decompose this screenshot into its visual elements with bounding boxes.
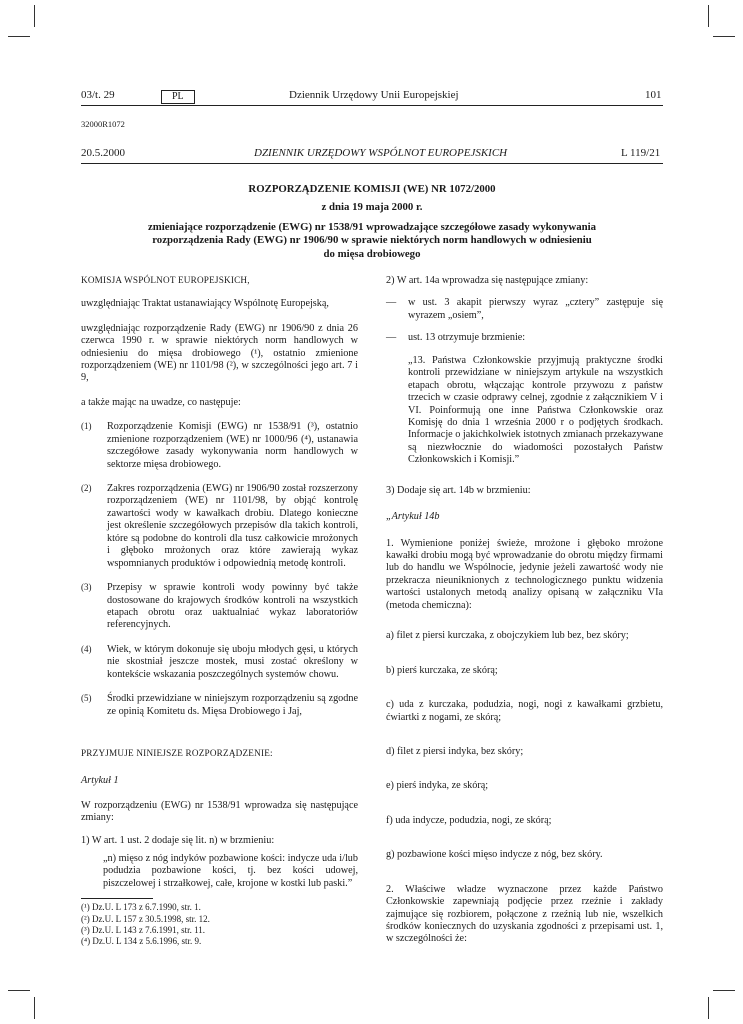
recital-text: Przepisy w sprawie kontroli wody powinny być także dostosowane do krajowych środków kontroli na wszystkich etapach obrotu oraz uaktualniać wykaz laboratoriów referencyjnych. [107, 582, 358, 631]
crop-mark [713, 36, 735, 37]
crop-mark [8, 36, 30, 37]
issue-number: 03/t. 29 [81, 89, 115, 101]
dash-bullet: — [386, 297, 397, 309]
right-column [386, 275, 663, 958]
article-heading: Artykuł 1 [81, 775, 119, 787]
list-item: c) uda z kurczaka, podudzia, nogi, nogi z kawałkami grzbietu, ćwiartki z nogami, ze skórą; [386, 699, 663, 723]
recital-text: Wiek, w którym dokonuje się uboju młodych gęsi, u których nie skostniał jeszcze mostek, musi zostać określony w kontekście wskazania poszczególnych systemów chowu. [107, 643, 358, 680]
dash-text: ust. 13 otrzymuje brzmienie: [408, 332, 526, 344]
list-item: a) filet z piersi kurczaka, z obojczykiem lub bez, bez skóry; [386, 630, 629, 642]
original-reference: L 119/21 [621, 147, 661, 159]
header-rule [81, 105, 663, 106]
recital-text: Rozporządzenie Komisji (EWG) nr 1538/91 (³), ostatnio zmienione rozporządzeniem (WE) nr 1000/96 (⁴), ustanawia szczegółowe zasady wykonywania norm handlowych w sektorze mięsa drobiowego. [107, 421, 358, 470]
title-line: ROZPORZĄDZENIE KOMISJI (WE) NR 1072/2000 [248, 183, 496, 195]
footnote: (³) Dz.U. L 143 z 7.6.1991, str. 11. [81, 924, 206, 935]
list-item: d) filet z piersi indyka, bez skóry; [386, 745, 524, 757]
celex-number: 32000R1072 [81, 119, 125, 129]
crop-mark [713, 990, 735, 991]
document-title [81, 183, 663, 262]
article-paragraph: 1. Wymienione poniżej świeże, mrożone i głęboko mrożone kawałki drobiu mogą być wprowadzanie do obrotu między firmami lub do handlu we Wspólnocie, jedynie jeżeli zawartość wody nie przekracza nieuniknionych z technologicznego punktu widzenia wartości ustalonych metodą analizy opisaną w załączniku VIa (metoda chemiczna): [386, 537, 663, 611]
amendment-item: 2) W art. 14a wprowadza się następujące zmiany: [386, 275, 589, 286]
amendment-quote: „13. Państwa Członkowskie przyjmują praktyczne środki kontroli przewidziane w niniejszym artykule na wszystkich etapach obrotu, włączając kontrole przywozu z państw trzecich w czasie odprawy celnej, zgodnie z załącznikiem V i VI. Poinformują one inne Państwa Członkowskie oraz Komisję do dnia 1 września 2000 r o podjętych środkach. Informacje o jakichkolwiek istotnych zmianach przekazywane są niezwłocznie do wiadomości pozostałych Państw Członkowskich i Komisji.” [408, 354, 663, 466]
header-rule [81, 163, 663, 164]
article-paragraph: 2. Właściwe władze wyznaczone przez każde Państwo Członkowskie zapewniają podjęcie przez rzeźnie i zakłady zajmujące się rozbiorem, połączone z rzeźnią lub nie, wszelkich środków koniecznych do uzyskania zgodności z przepisami ust. 1, w szczególności że: [386, 883, 663, 945]
article-heading: „Artykuł 14b [386, 511, 440, 523]
recital [81, 582, 358, 632]
title-date: z dnia 19 maja 2000 r. [321, 200, 423, 213]
page-number: 101 [645, 89, 662, 101]
recital-text: Zakres rozporządzenia (EWG) nr 1906/90 został rozszerzony rozporządzeniem (WE) nr 1101/98, by objąć kontrolę zawartości wody w kawałkach drobiu. Dlatego konieczne jest określenie szczegółowych przepisów dla takich kontroli, które są podobne do kontroli dla tusz całkowicie mrożonych i głęboko mrożonych oraz które zawierają wykaz wspomnianych produktów i odpowiednią metodę kontroli. [107, 483, 358, 569]
recital-number: (2) [81, 483, 92, 494]
dash-item [386, 297, 663, 322]
recital [81, 483, 358, 570]
crop-mark [34, 5, 35, 27]
crop-mark [8, 990, 30, 991]
institution: KOMISJA WSPÓLNOT EUROPEJSKICH, [81, 275, 250, 285]
recital [81, 693, 358, 718]
recital-number: (4) [81, 643, 92, 654]
footnote-rule [81, 898, 153, 899]
list-item: b) pierś kurczaka, ze skórą; [386, 664, 498, 676]
title-line: do mięsa drobiowego [323, 248, 421, 261]
title-line: zmieniające rozporządzenie (EWG) nr 1538/91 wprowadzające szczegółowe zasady wykonywania [147, 220, 596, 233]
preamble-paragraph: uwzględniając rozporządzenie Rady (EWG) nr 1906/90 z dnia 26 czerwca 1990 r. w sprawie niektórych norm handlowych w odniesieniu do mięsa drobiowego (¹), ostatnio zmienione rozporządzeniem (WE) nr 1101/98 (²), w szczególności jego art. 7 i 9, [81, 322, 358, 384]
dash-bullet: — [386, 332, 397, 344]
footnote: (²) Dz.U. L 157 z 30.5.1998, str. 12. [81, 913, 210, 924]
article-text: W rozporządzeniu (EWG) nr 1538/91 wprowadza się następujące zmiany: [81, 799, 358, 824]
dash-item [386, 332, 663, 344]
crop-mark [708, 997, 709, 1019]
dash-text: w ust. 3 akapit pierwszy wyraz „cztery” zastępuje się wyrazem „osiem”, [408, 297, 663, 321]
original-journal: DZIENNIK URZĘDOWY WSPÓLNOT EUROPEJSKICH [254, 147, 508, 159]
recital-number: (1) [81, 421, 92, 432]
original-date: 20.5.2000 [81, 147, 125, 159]
recital-text: Środki przewidziane w niniejszym rozporządzeniu są zgodne ze opinią Komitetu ds. Mięsa Drobiowego i Jaj, [107, 693, 358, 717]
preamble-paragraph: a także mając na uwadze, co następuje: [81, 396, 241, 408]
list-item: e) pierś indyka, ze skórą; [386, 780, 489, 792]
amendment-item: 3) Dodaje się art. 14b w brzmieniu: [386, 484, 531, 496]
language-badge: PL [161, 90, 195, 104]
recital [81, 421, 358, 471]
list-item: g) pozbawione kości mięso indycze z nóg, bez skóry. [386, 849, 603, 861]
crop-mark [34, 997, 35, 1019]
left-column [81, 275, 358, 947]
recital [81, 644, 358, 681]
footnote: (¹) Dz.U. L 173 z 6.7.1990, str. 1. [81, 902, 201, 913]
journal-title: Dziennik Urzędowy Unii Europejskiej [289, 89, 459, 101]
title-line: rozporządzenia Rady (EWG) nr 1906/90 w sprawie niektórych norm handlowych w odniesieniu [152, 234, 592, 247]
amendment-quote: „n) mięso z nóg indyków pozbawione kości: indycze uda i/lub podudzia pozbawione kości, tj. bez kości udowej, piszczelowej i strzałkowej, całe, krojone w kostki lub paski.” [103, 853, 358, 889]
crop-mark [708, 5, 709, 27]
preamble-paragraph: uwzględniając Traktat ustanawiający Wspólnotę Europejską, [81, 298, 329, 310]
amendment-item: 1) W art. 1 ust. 2 dodaje się lit. n) w brzmieniu: [81, 834, 275, 846]
list-item: f) uda indycze, podudzia, nogi, ze skórą; [386, 814, 552, 826]
enacting-formula: PRZYJMUJE NINIEJSZE ROZPORZĄDZENIE: [81, 748, 273, 759]
recital-number: (3) [81, 582, 92, 593]
recital-number: (5) [81, 693, 92, 704]
footnote: (⁴) Dz.U. L 134 z 5.6.1996, str. 9. [81, 936, 202, 947]
